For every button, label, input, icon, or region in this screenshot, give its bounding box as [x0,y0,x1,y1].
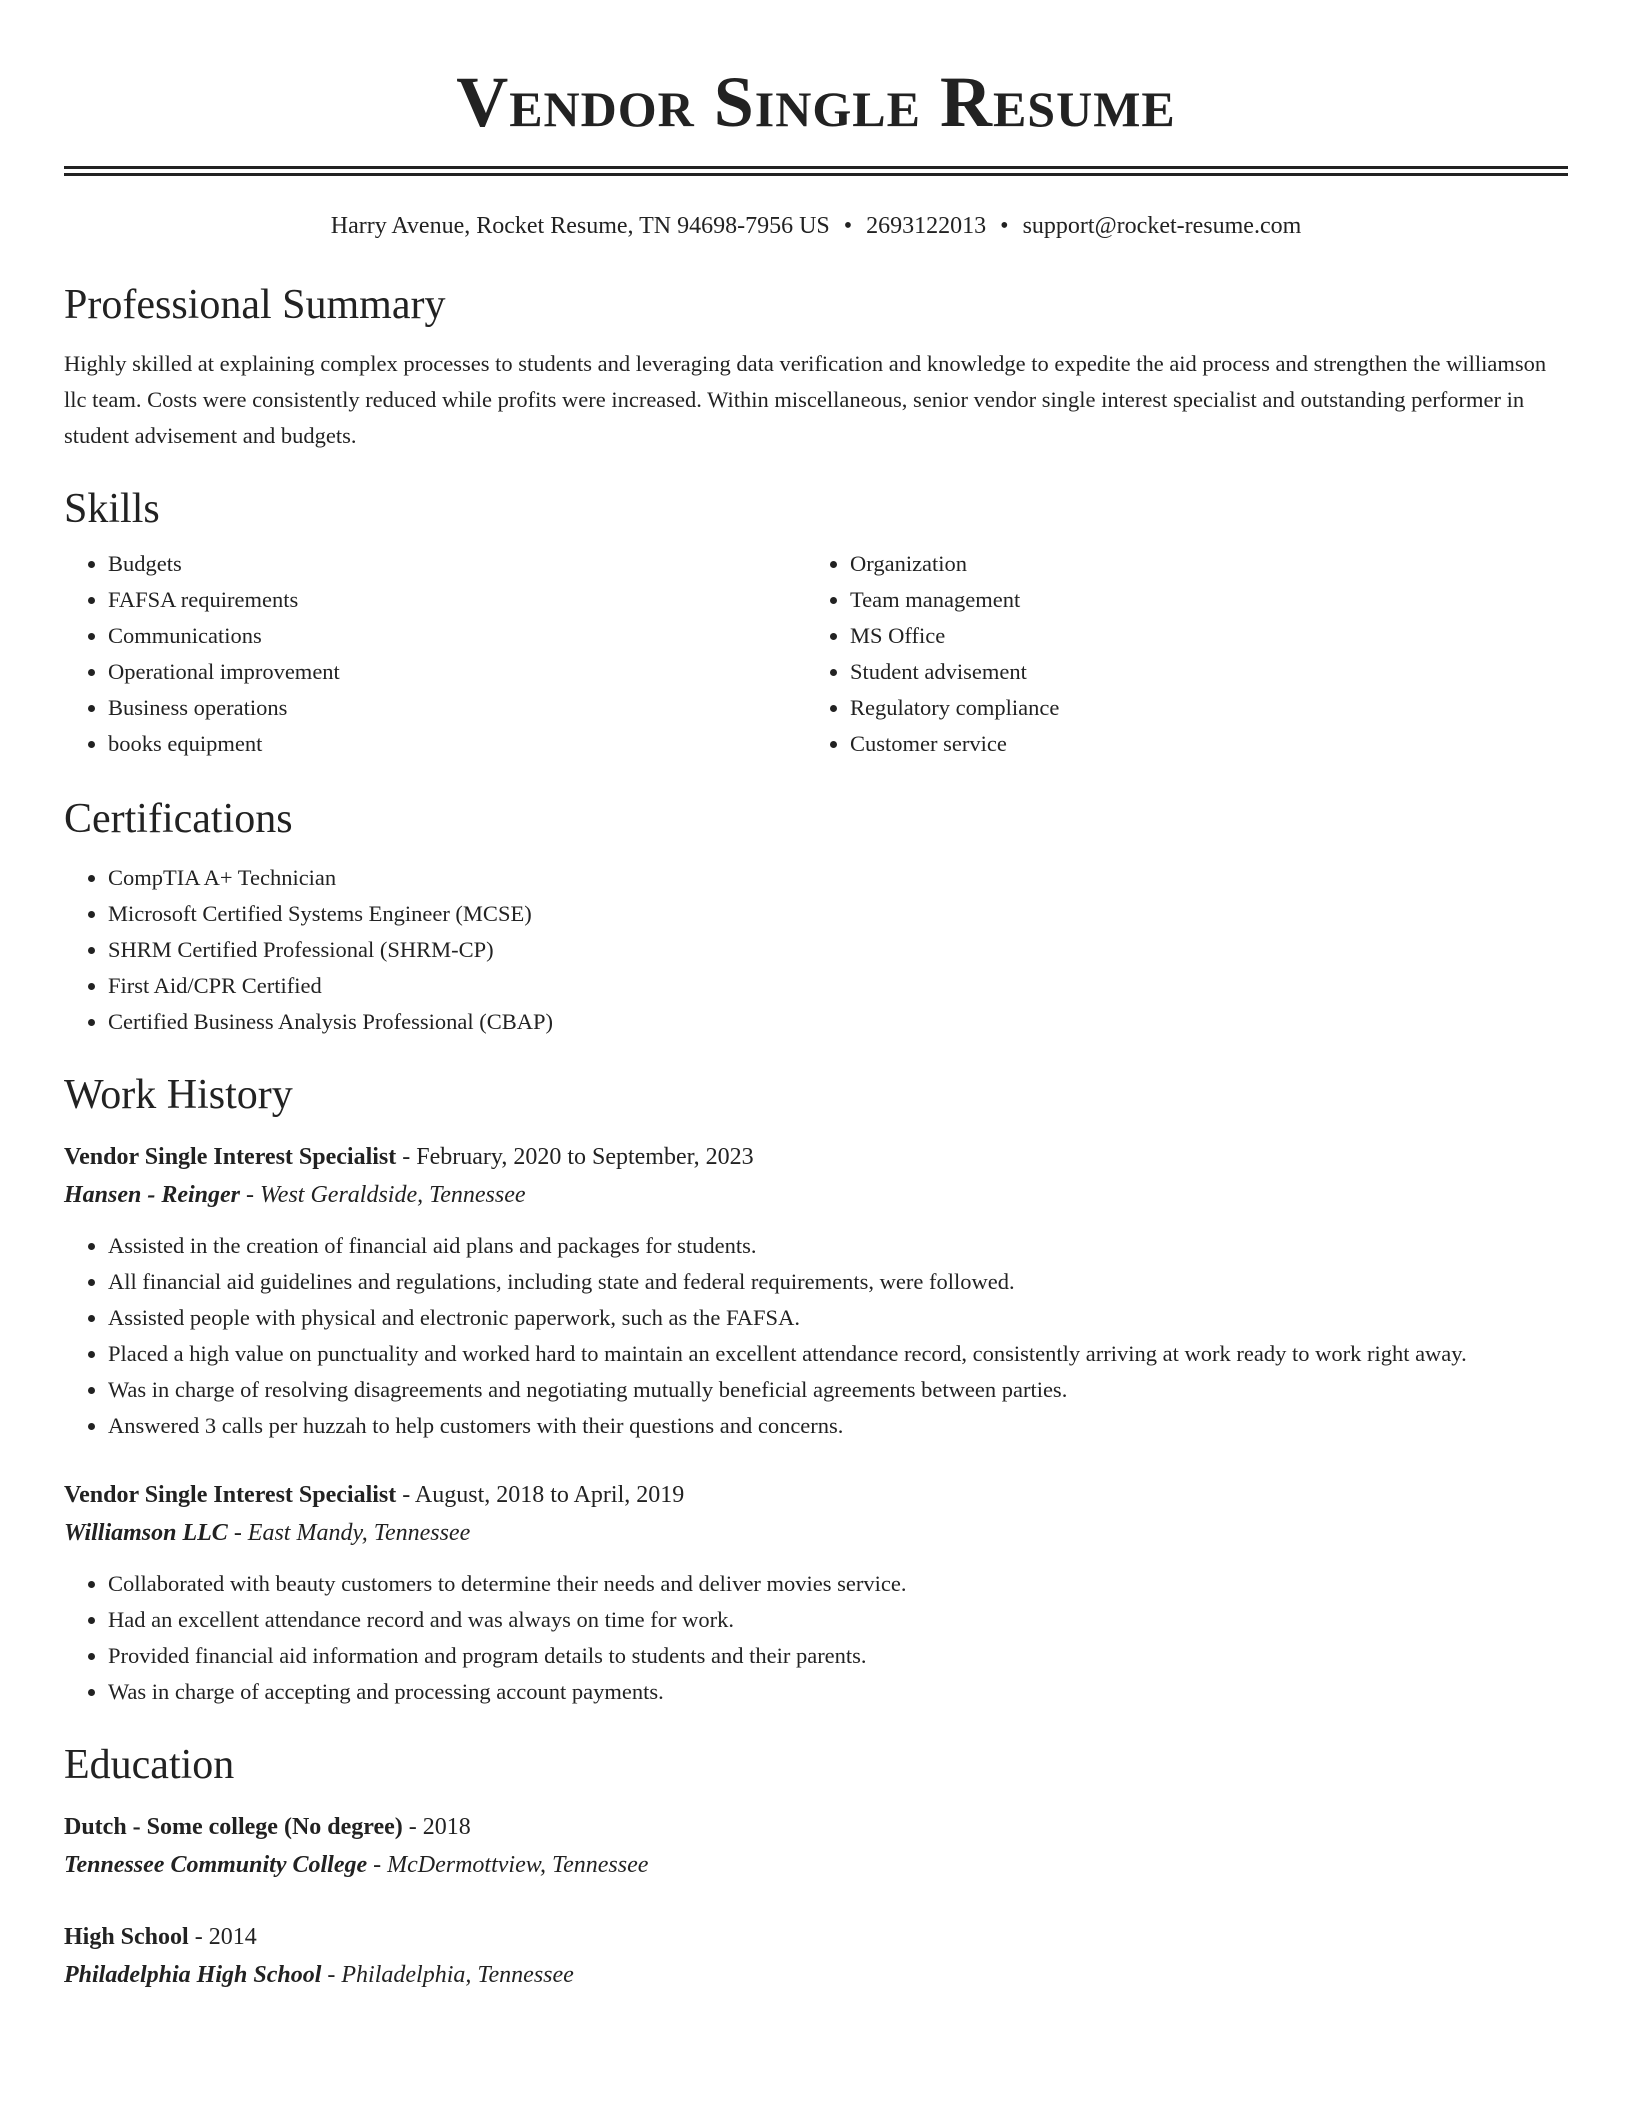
education-year: - 2014 [188,1924,257,1950]
education-entry [64,1808,1568,1884]
education-degree: Dutch - Some college (No degree) [64,1814,403,1840]
certification-item: • First Aid/CPR Certified [108,968,1568,1004]
job-duty-item: • Answered 3 calls per huzzah to help customers with their questions and concerns. [108,1408,1568,1444]
contact-separator: • [843,213,853,239]
job-title-line [64,1476,1568,1514]
certification-item: • SHRM Certified Professional (SHRM-CP) [108,932,1568,968]
summary-text: Highly skilled at explaining complex processes to students and leveraging data verification and knowledge to expedite the aid process and strengthen the williamson llc team. Costs were consistently reduced while profits were increased. Within miscellaneous, senior vendor single interest specialist and outstanding performer in student advisement and budgets. [64,351,1547,448]
education-heading: Education [64,1742,235,1788]
education-location: - McDermottview, Tennessee [367,1852,649,1878]
job-duty-item: • All financial aid guidelines and regulations, including state and federal requirements, were followed. [108,1264,1568,1300]
skills-list-right [806,546,1548,762]
skill-item: • MS Office [850,618,1548,654]
certifications-heading: Certifications [64,796,293,842]
job-company-line [64,1176,1568,1214]
education-degree: High School [64,1924,189,1950]
contact-phone: 2693122013 [866,213,987,239]
summary-heading: Professional Summary [64,282,446,328]
job-company: Williamson LLC [64,1520,228,1546]
education-school: Tennessee Community College [64,1852,368,1878]
skill-item: • Student advisement [850,654,1548,690]
education-school-line [64,1846,1568,1884]
education-degree-line [64,1918,1568,1956]
job-location: - East Mandy, Tennessee [227,1520,471,1546]
education-entry [64,1918,1568,1994]
skill-item: • Team management [850,582,1548,618]
skill-item: • books equipment [108,726,806,762]
job-duties-list [64,1228,1568,1444]
job-duty-item: • Assisted people with physical and electronic paperwork, such as the FAFSA. [108,1300,1568,1336]
job-duty-item: • Assisted in the creation of financial aid plans and packages for students. [108,1228,1568,1264]
contact-separator: • [1000,213,1009,239]
education-degree-line [64,1808,1568,1846]
job-dates: - August, 2018 to April, 2019 [396,1482,685,1508]
contact-line [64,210,1568,242]
job-duty-item: • Placed a high value on punctuality and worked hard to maintain an excellent attendance record, consistently arriving at work ready to work right away. [108,1336,1568,1372]
job-duty-item: • Had an excellent attendance record and was always on time for work. [108,1602,1568,1638]
skill-item: • Budgets [108,546,806,582]
skill-item: • Regulatory compliance [850,690,1548,726]
skill-item: • Communications [108,618,806,654]
job-dates: - February, 2020 to September, 2023 [396,1144,754,1170]
resume-title: Vendor Single Resume [456,62,1176,142]
skill-item: • Business operations [108,690,806,726]
education-school: Philadelphia High School [64,1962,322,1988]
job-company-line [64,1514,1568,1552]
job-location: - West Geraldside, Tennessee [240,1182,526,1208]
certification-item: • Microsoft Certified Systems Engineer (MCSE) [108,896,1568,932]
certifications-list [64,860,1568,1040]
job-duties-list [64,1566,1568,1710]
job-company: Hansen - Reinger [64,1182,241,1208]
job-title-line [64,1138,1568,1176]
contact-email: support@rocket-resume.com [1022,213,1302,239]
job-entry [64,1476,1568,1710]
job-duty-item: • Collaborated with beauty customers to determine their needs and deliver movies service. [108,1566,1568,1602]
job-title: Vendor Single Interest Specialist [64,1144,397,1170]
skills-grid [64,546,1568,762]
education-school-line [64,1956,1568,1994]
skill-item: • Organization [850,546,1548,582]
skills-list-left [64,546,806,762]
education-location: - Philadelphia, Tennessee [321,1962,574,1988]
certification-item: • Certified Business Analysis Professional (CBAP) [108,1004,1568,1040]
job-duty-item: • Provided financial aid information and program details to students and their parents. [108,1638,1568,1674]
job-duty-item: • Was in charge of accepting and processing account payments. [108,1674,1568,1710]
job-entry [64,1138,1568,1444]
title-divider [64,166,1568,176]
skills-heading: Skills [64,486,160,532]
skill-item: • FAFSA requirements [108,582,806,618]
education-year: - 2018 [402,1814,471,1840]
work-history-heading: Work History [64,1072,293,1118]
certification-item: • CompTIA A+ Technician [108,860,1568,896]
contact-address: Harry Avenue, Rocket Resume, TN 94698-7956 US [330,213,830,239]
job-duty-item: • Was in charge of resolving disagreements and negotiating mutually beneficial agreements between parties. [108,1372,1568,1408]
skill-item: • Customer service [850,726,1548,762]
job-title: Vendor Single Interest Specialist [64,1482,397,1508]
skill-item: • Operational improvement [108,654,806,690]
